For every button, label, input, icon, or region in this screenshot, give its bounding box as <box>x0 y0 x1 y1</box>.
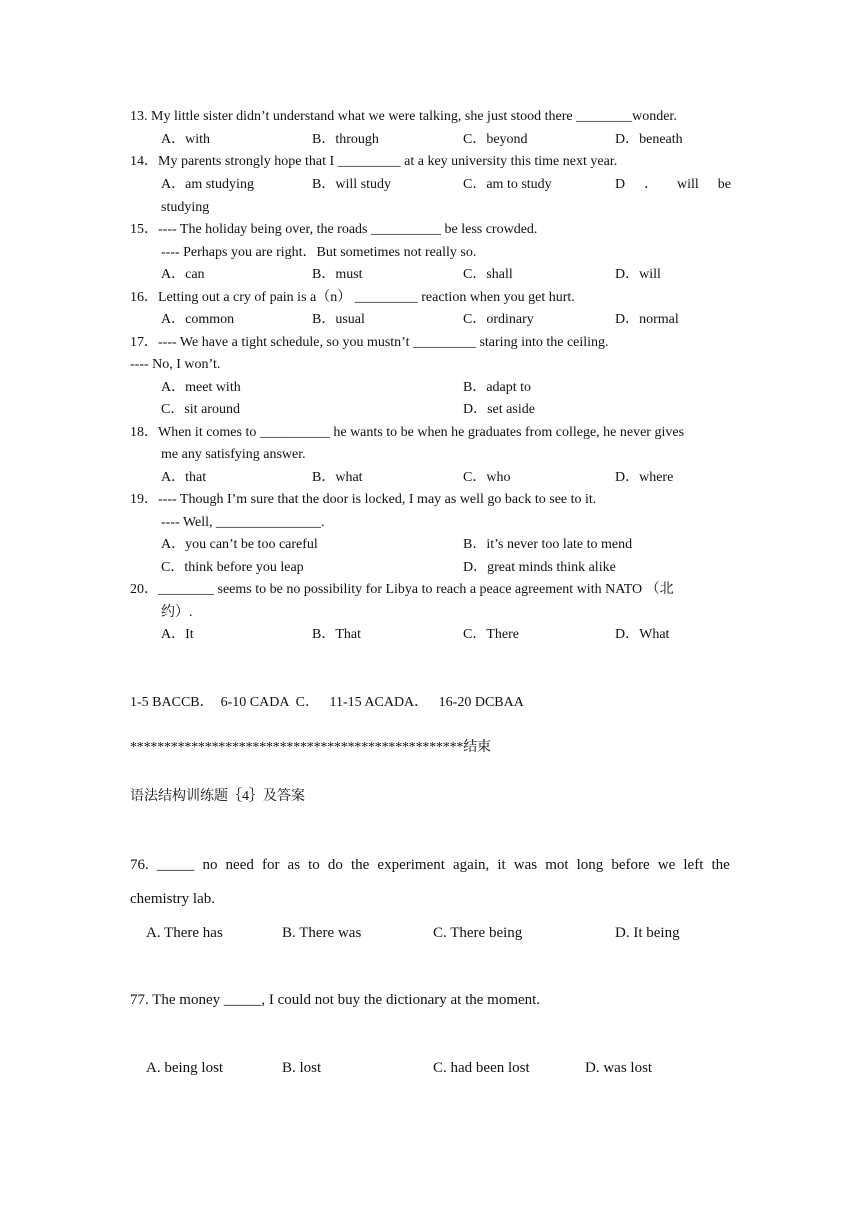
question-19-response: ---- Well, _______________. <box>161 515 325 530</box>
q13-option-a: A．with <box>161 132 210 147</box>
q76-option-c: C. There being <box>433 925 523 941</box>
q18-option-b: B．what <box>312 470 363 485</box>
q77-option-c: C. had been lost <box>433 1060 530 1076</box>
q19-option-c: C．think before you leap <box>161 560 304 575</box>
q77-option-d: D. was lost <box>585 1060 653 1076</box>
question-18-text: 18．When it comes to __________ he wants to be when he graduates from college, he never gives <box>130 425 685 440</box>
q17-option-c: C．sit around <box>161 402 240 417</box>
q15-option-d: D．will <box>615 267 661 282</box>
q20-option-a: A．It <box>161 627 194 642</box>
question-14-text: 14．My parents strongly hope that I _________ at a key university this time next year. <box>130 154 618 169</box>
q14-option-c: C．am to study <box>463 177 552 192</box>
q76-word: for <box>261 857 280 873</box>
question-77-text: 77. The money _____, I could not buy the dictionary at the moment. <box>130 992 541 1008</box>
q76-word: it <box>497 857 506 873</box>
q14-option-b: B．will study <box>312 177 391 192</box>
section-divider: *************************************************结束 <box>130 740 491 755</box>
q16-option-b: B．usual <box>312 312 365 327</box>
question-19-text: 19．---- Though I’m sure that the door is locked, I may as well go back to see to it. <box>130 492 597 507</box>
q76-option-d: D. It being <box>615 925 680 941</box>
q20-option-d: D．What <box>615 627 670 642</box>
q76-option-b: B. There was <box>282 925 362 941</box>
q14-option-d-continued: studying <box>161 200 210 215</box>
q18-option-a: A．that <box>161 470 207 485</box>
question-15-text: 15．---- The holiday being over, the roads __________ be less crowded. <box>130 222 538 237</box>
question-20-text: 20．________ seems to be no possibility for Libya to reach a peace agreement with NATO （北 <box>130 582 674 597</box>
q76-word: do <box>327 857 343 873</box>
q76-option-a: A. There has <box>146 925 223 941</box>
q76-word: no <box>202 857 218 873</box>
q19-option-d: D．great minds think alike <box>463 560 616 575</box>
question-17-response: ---- No, I won’t. <box>130 357 221 372</box>
q18-option-d: D．where <box>615 470 674 485</box>
q76-word: left <box>683 857 704 873</box>
answer-key: 1-5 BACCB． 6-10 CADA C． 11-15 ACADA． 16-20 DCBAA <box>130 695 524 710</box>
q19-option-a: A．you can’t be too careful <box>161 537 318 552</box>
q13-option-c: C．beyond <box>463 132 528 147</box>
q19-option-b: B．it’s never too late to mend <box>463 537 633 552</box>
q14-option-d-word1: will <box>677 177 699 192</box>
question-16-text: 16．Letting out a cry of pain is a（n） _________ reaction when you get hurt. <box>130 290 575 305</box>
q14-option-d-word2: be <box>717 177 731 192</box>
question-18-text-continued: me any satisfying answer. <box>161 447 306 462</box>
question-76-text-continued: chemistry lab. <box>130 891 215 907</box>
q76-word: as <box>287 857 301 873</box>
q16-option-c: C．ordinary <box>463 312 534 327</box>
q15-option-b: B．must <box>312 267 363 282</box>
q14-option-d-letter: D <box>615 177 626 192</box>
q17-option-d: D．set aside <box>463 402 535 417</box>
q76-word: we <box>657 857 676 873</box>
q20-option-c: C．There <box>463 627 519 642</box>
q76-word: _____ <box>156 857 195 873</box>
q76-word: need <box>225 857 254 873</box>
question-20-text-continued: 约）. <box>161 605 193 620</box>
q76-word: to <box>308 857 320 873</box>
question-17-text: 17．---- We have a tight schedule, so you mustn’t _________ staring into the ceiling. <box>130 335 609 350</box>
q14-option-a: A．am studying <box>161 177 254 192</box>
q76-word: long <box>576 857 604 873</box>
q16-option-a: A．common <box>161 312 235 327</box>
q77-option-a: A. being lost <box>146 1060 224 1076</box>
q76-word: 76. <box>130 857 149 873</box>
q18-option-c: C．who <box>463 470 511 485</box>
q76-word: experiment <box>377 857 445 873</box>
question-76-text <box>130 855 730 875</box>
question-13-text: 13. My little sister didn’t understand what we were talking, she just stood there ________wonder. <box>130 109 677 124</box>
q14-option-d-dot: ． <box>644 177 659 192</box>
q20-option-b: B．That <box>312 627 361 642</box>
section-title: 语法结构训练题｛4｝及答案 <box>130 789 305 804</box>
q76-word: mot <box>545 857 569 873</box>
q13-option-d: D．beneath <box>615 132 683 147</box>
q76-word: before <box>611 857 650 873</box>
q76-word: the <box>351 857 370 873</box>
q13-option-b: B．through <box>312 132 379 147</box>
q77-option-b: B. lost <box>282 1060 322 1076</box>
q14-option-d <box>615 176 731 194</box>
q76-word: the <box>711 857 730 873</box>
q76-word: was <box>513 857 538 873</box>
q17-option-a: A．meet with <box>161 380 241 395</box>
q16-option-d: D．normal <box>615 312 679 327</box>
q17-option-b: B．adapt to <box>463 380 532 395</box>
q15-option-c: C．shall <box>463 267 513 282</box>
q76-word: again, <box>453 857 490 873</box>
question-15-response: ---- Perhaps you are right．But sometimes not really so. <box>161 245 477 260</box>
q15-option-a: A．can <box>161 267 205 282</box>
